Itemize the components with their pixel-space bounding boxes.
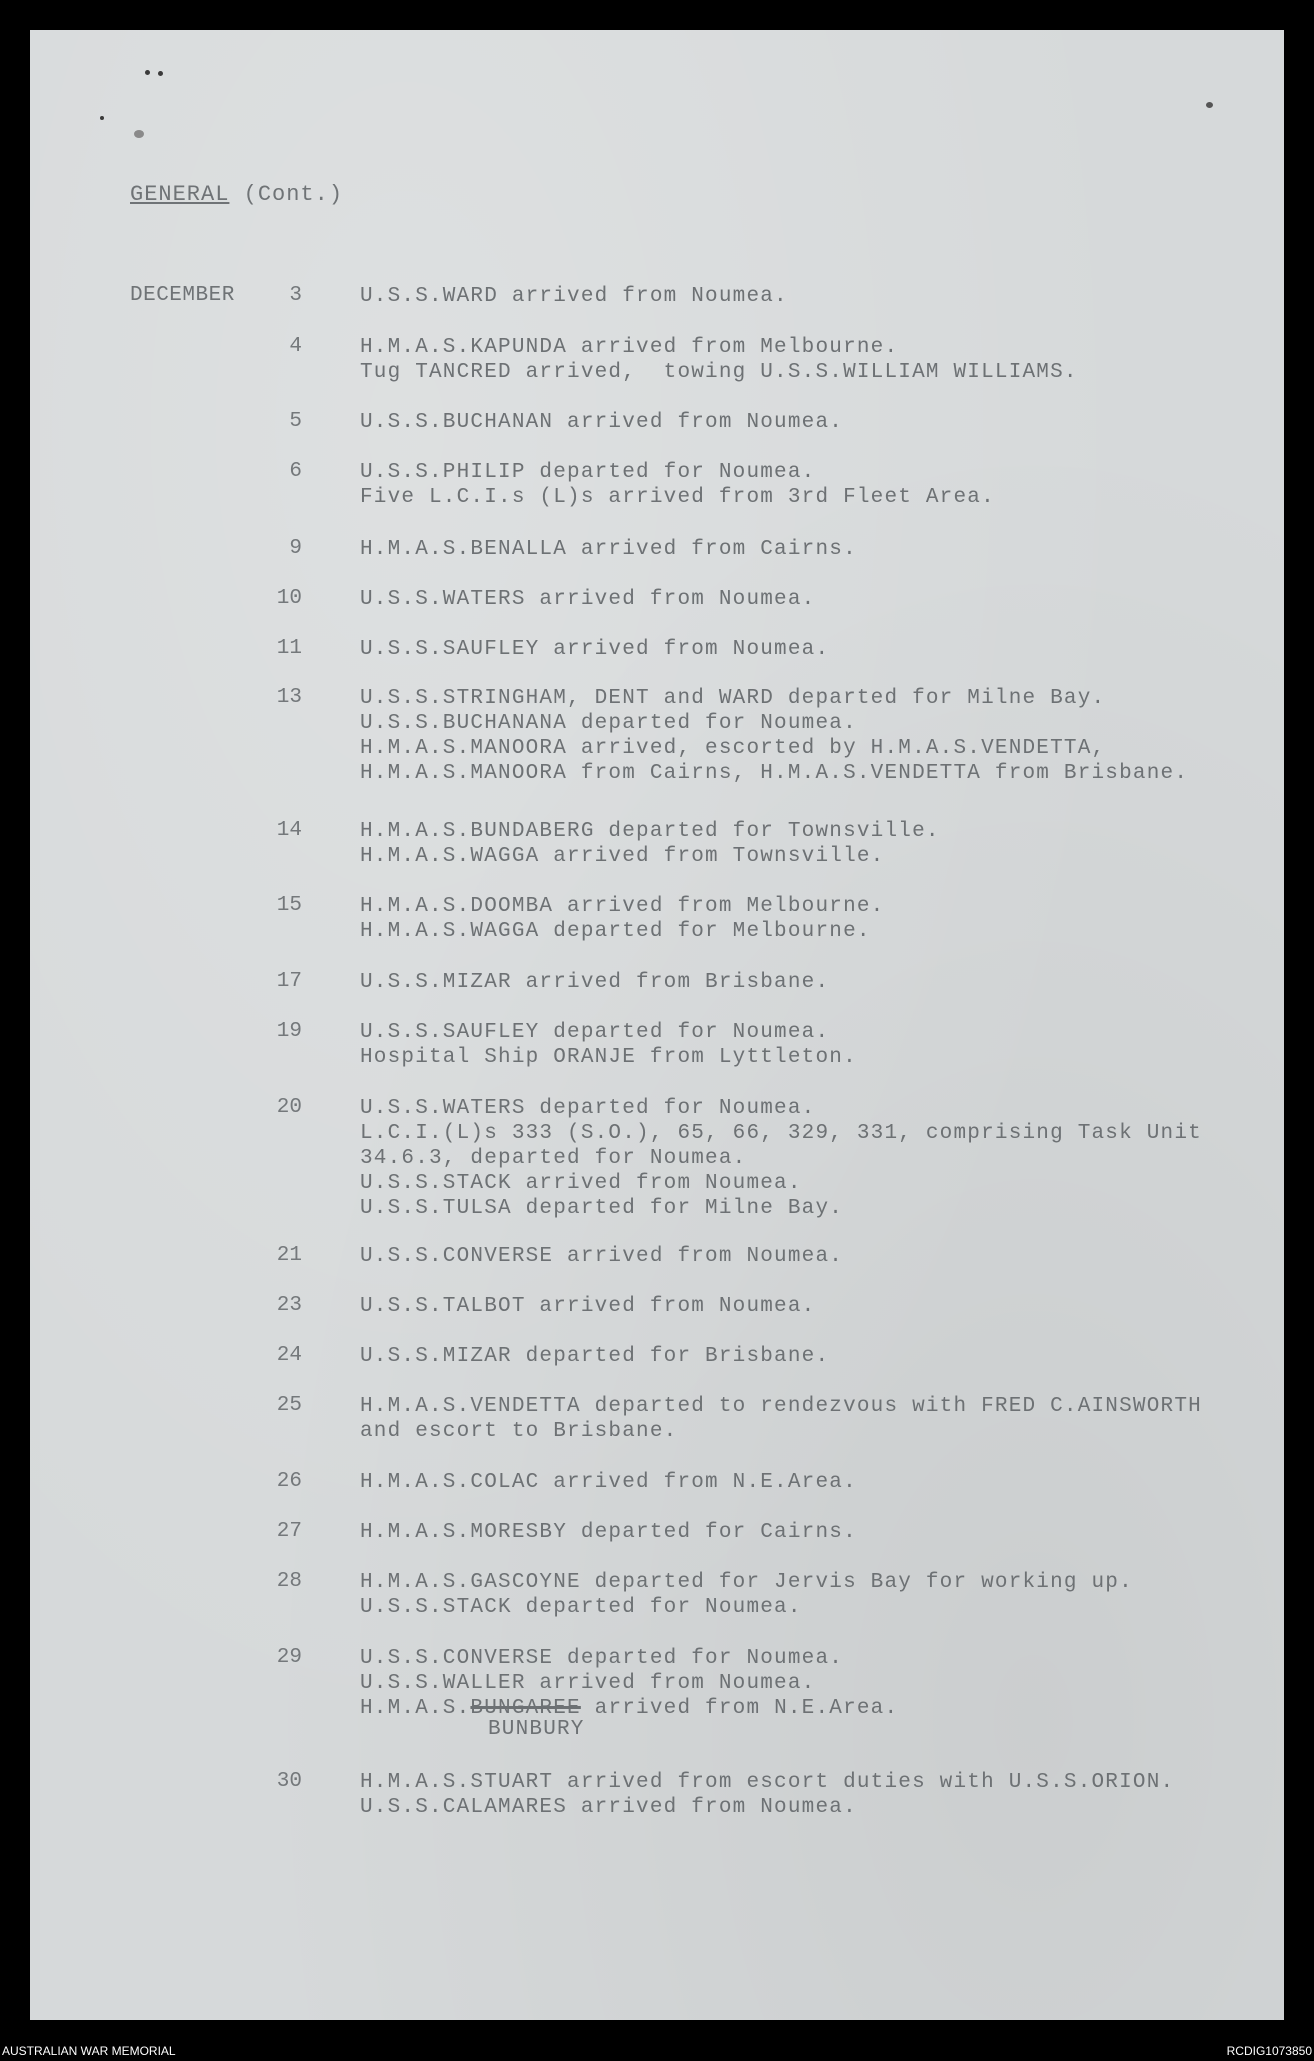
entry-lines bbox=[360, 410, 1314, 435]
entry-day: 3 bbox=[289, 284, 302, 307]
entry-lines bbox=[360, 894, 1314, 944]
entry-day: 25 bbox=[276, 1394, 302, 1417]
entry-line: 34.6.3, departed for Noumea. bbox=[360, 1147, 747, 1170]
section-heading bbox=[130, 182, 343, 207]
entry-line: H.M.A.S.WAGGA departed for Melbourne. bbox=[360, 920, 871, 943]
entry-lines bbox=[360, 1020, 1314, 1070]
entry-line: U.S.S.CALAMARES arrived from Noumea. bbox=[360, 1796, 857, 1819]
entry-lines bbox=[360, 1470, 1314, 1495]
entry-day: 30 bbox=[276, 1770, 302, 1793]
entry-lines bbox=[360, 1244, 1314, 1269]
entry-day: 28 bbox=[276, 1570, 302, 1593]
entry-day: 14 bbox=[276, 819, 302, 842]
entry-lines bbox=[360, 537, 1314, 562]
entry-line: Five L.C.I.s (L)s arrived from 3rd Fleet Area. bbox=[360, 486, 995, 509]
entry-line: H.M.A.S.WAGGA arrived from Townsville. bbox=[360, 845, 885, 868]
entry-line: U.S.S.SAUFLEY arrived from Noumea. bbox=[360, 638, 830, 661]
entry-line: and escort to Brisbane. bbox=[360, 1420, 678, 1443]
entry-lines bbox=[360, 686, 1314, 786]
footer-right-label: RCDIG1073850 bbox=[1226, 2044, 1312, 2058]
entry-day: 21 bbox=[276, 1244, 302, 1267]
heading-underlined: GENERAL bbox=[130, 182, 230, 207]
entry-line: U.S.S.MIZAR arrived from Brisbane. bbox=[360, 971, 830, 994]
entry-lines bbox=[360, 460, 1314, 510]
entry-day: 29 bbox=[276, 1646, 302, 1669]
entry-line: U.S.S.STRINGHAM, DENT and WARD departed for Milne Bay. bbox=[360, 687, 1106, 710]
entry-line: U.S.S.BUCHANAN arrived from Noumea. bbox=[360, 411, 844, 434]
entry-day: 17 bbox=[276, 970, 302, 993]
entry-line: H.M.A.S.GASCOYNE departed for Jervis Bay for working up. bbox=[360, 1571, 1133, 1594]
entry-lines bbox=[360, 1344, 1314, 1369]
entry-line: H.M.A.S.BUNDABERG departed for Townsville. bbox=[360, 820, 940, 843]
entry-lines bbox=[360, 1096, 1314, 1221]
entry-line: U.S.S.STACK departed for Noumea. bbox=[360, 1596, 802, 1619]
entry-line: H.M.A.S.MANOORA arrived, escorted by H.M.A.S.VENDETTA, bbox=[360, 737, 1106, 760]
entry-line: U.S.S.PHILIP departed for Noumea. bbox=[360, 461, 816, 484]
entry-line: U.S.S.TALBOT arrived from Noumea. bbox=[360, 1295, 816, 1318]
entry-line: U.S.S.WARD arrived from Noumea. bbox=[360, 285, 788, 308]
entry-line: U.S.S.STACK arrived from Noumea. bbox=[360, 1172, 802, 1195]
struck-line-prefix: H.M.A.S. bbox=[360, 1697, 471, 1720]
entry-day: 19 bbox=[276, 1020, 302, 1043]
entry-day: 9 bbox=[289, 537, 302, 560]
entry-line: H.M.A.S.KAPUNDA arrived from Melbourne. bbox=[360, 336, 899, 359]
punch-mark bbox=[145, 70, 150, 75]
entry-day: 26 bbox=[276, 1470, 302, 1493]
entry-day: 20 bbox=[276, 1096, 302, 1119]
entry-day: 24 bbox=[276, 1344, 302, 1367]
punch-mark bbox=[134, 130, 144, 138]
entry-day: 4 bbox=[289, 335, 302, 358]
entry-line: U.S.S.WATERS departed for Noumea. bbox=[360, 1097, 816, 1120]
entry-lines bbox=[360, 587, 1314, 612]
footer-left-label: AUSTRALIAN WAR MEMORIAL bbox=[2, 2044, 176, 2058]
punch-mark bbox=[100, 116, 104, 120]
entry-lines bbox=[360, 970, 1314, 995]
entry-line: U.S.S.CONVERSE departed for Noumea. bbox=[360, 1647, 844, 1670]
entry-day: 27 bbox=[276, 1520, 302, 1543]
entry-line: L.C.I.(L)s 333 (S.O.), 65, 66, 329, 331, comprising Task Unit bbox=[360, 1122, 1202, 1145]
entry-line: U.S.S.MIZAR departed for Brisbane. bbox=[360, 1345, 830, 1368]
entry-day: 6 bbox=[289, 460, 302, 483]
entry-day: 15 bbox=[276, 894, 302, 917]
entry-lines bbox=[360, 1646, 1314, 1721]
punch-mark bbox=[1206, 102, 1213, 108]
entry-line: U.S.S.WATERS arrived from Noumea. bbox=[360, 588, 816, 611]
entry-line: Hospital Ship ORANJE from Lyttleton. bbox=[360, 1046, 857, 1069]
entry-line: H.M.A.S.STUART arrived from escort duties with U.S.S.ORION. bbox=[360, 1771, 1175, 1794]
entry-day: 5 bbox=[289, 410, 302, 433]
entry-day: 23 bbox=[276, 1294, 302, 1317]
heading-rest: (Cont.) bbox=[229, 182, 344, 207]
entry-day: 13 bbox=[276, 686, 302, 709]
entry-line: Tug TANCRED arrived, towing U.S.S.WILLIAM WILLIAMS. bbox=[360, 361, 1078, 384]
entry-line: U.S.S.TULSA departed for Milne Bay. bbox=[360, 1197, 844, 1220]
entry-line: H.M.A.S.COLAC arrived from N.E.Area. bbox=[360, 1471, 857, 1494]
entry-lines bbox=[360, 1520, 1314, 1545]
entry-line: H.M.A.S.MANOORA from Cairns, H.M.A.S.VENDETTA from Brisbane. bbox=[360, 762, 1189, 785]
entry-line: H.M.A.S.BENALLA arrived from Cairns. bbox=[360, 538, 857, 561]
entry-lines bbox=[360, 335, 1314, 385]
entry-day: 11 bbox=[276, 637, 302, 660]
entry-lines bbox=[360, 819, 1314, 869]
entry-lines bbox=[360, 284, 1314, 309]
entry-lines bbox=[360, 1294, 1314, 1319]
entry-line: U.S.S.CONVERSE arrived from Noumea. bbox=[360, 1245, 844, 1268]
entry-lines bbox=[360, 1770, 1314, 1820]
entry-line: U.S.S.BUCHANANA departed for Noumea. bbox=[360, 712, 857, 735]
struck-line-suffix: arrived from N.E.Area. bbox=[580, 1697, 899, 1720]
entry-line: H.M.A.S.DOOMBA arrived from Melbourne. bbox=[360, 895, 885, 918]
punch-mark bbox=[158, 71, 163, 76]
entry-lines bbox=[360, 1394, 1314, 1444]
entry-line: U.S.S.SAUFLEY departed for Noumea. bbox=[360, 1021, 830, 1044]
entry-lines bbox=[360, 1570, 1314, 1620]
handwritten-correction: BUNBURY bbox=[488, 1718, 585, 1741]
document-page bbox=[30, 30, 1284, 2020]
entry-line: U.S.S.WALLER arrived from Noumea. bbox=[360, 1672, 816, 1695]
entry-line: H.M.A.S.VENDETTA departed to rendezvous with FRED C.AINSWORTH bbox=[360, 1395, 1202, 1418]
entry-lines bbox=[360, 637, 1314, 662]
entry-line: H.M.A.S.MORESBY departed for Cairns. bbox=[360, 1521, 857, 1544]
month-label: DECEMBER bbox=[130, 284, 235, 307]
entry-day: 10 bbox=[276, 587, 302, 610]
struck-word: BUNGAREE bbox=[470, 1697, 581, 1720]
